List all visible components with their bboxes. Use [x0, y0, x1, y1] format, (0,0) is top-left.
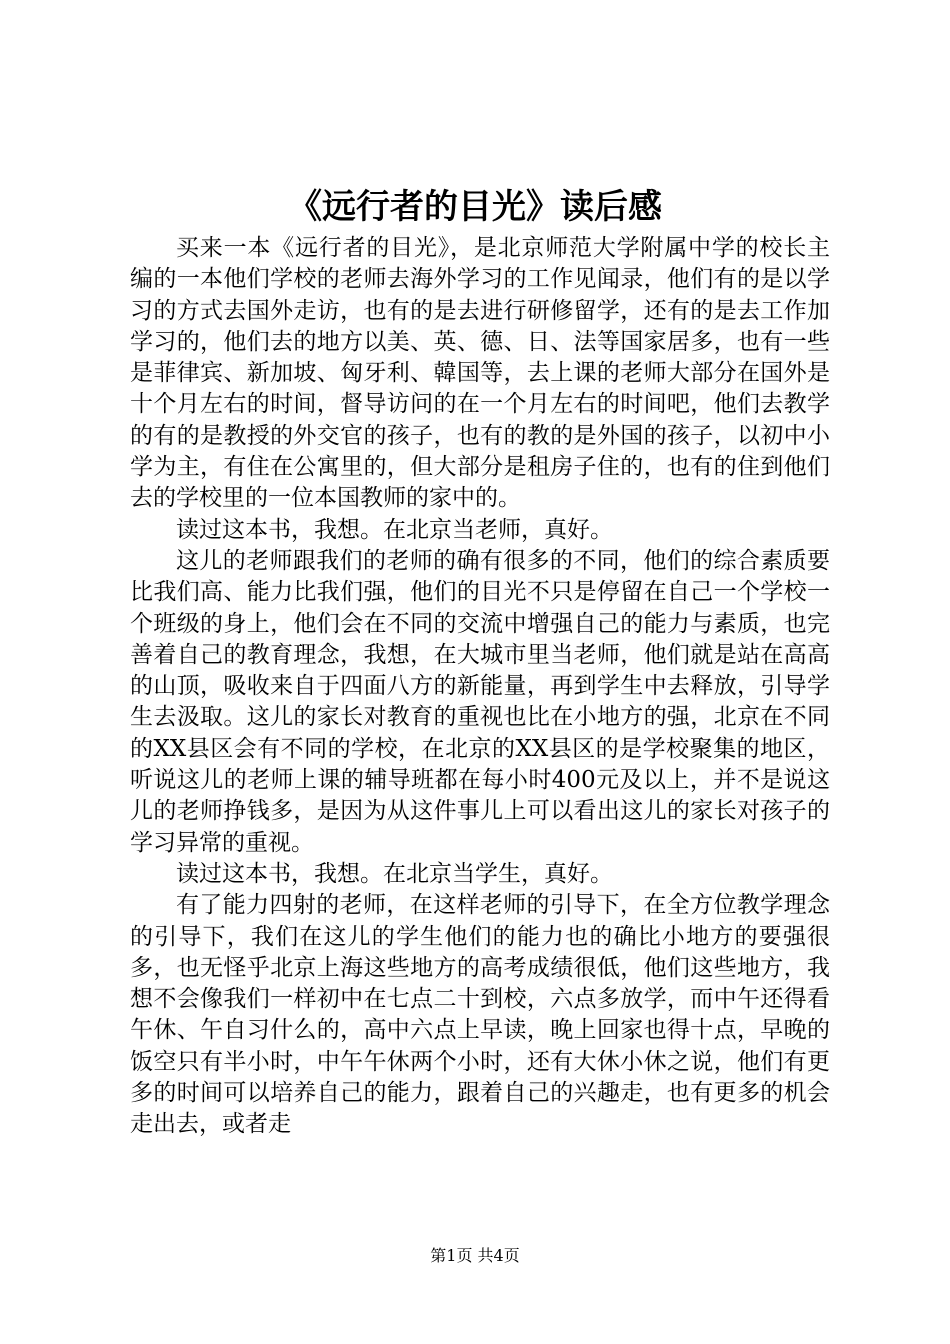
paragraph: 读过这本书，我想。在北京当老师，真好。	[176, 516, 613, 543]
page-footer: 第1页 共4页	[430, 1246, 520, 1265]
paragraph: 买来一本《远行者的目光》，是北京师范大学附属中学的校长主编的一本他们学校的老师去海外学习的工作见闻录，他们有的是以学习的方式去国外走访，也有的是去进行研修留学，还有的是去工作加学习的，他们去的地方以美、英、德、日、法等国家居多，也有一些是菲律宾、新加坡、匈牙利、韓国等，去上课的老师大部分在国外是十个月左右的时间，督导访问的在一个月左右的时间吧，他们去教学的有的是教授的外交官的孩子，也有的教的是外国的孩子，以初中小学为主，有住在公寓里的，但大部分是租房子住的，也有的住到他们去的学校里的一位本国教师的家中的。	[130, 235, 830, 512]
document-body	[130, 233, 830, 1141]
paragraph: 读过这本书，我想。在北京当学生，真好。	[176, 860, 613, 887]
document-title: 《远行者的目光》读后感	[288, 187, 662, 227]
paragraph: 这儿的老师跟我们的老师的确有很多的不同，他们的综合素质要比我们高、能力比我们强，他们的目光不只是停留在自己一个学校一个班级的身上，他们会在不同的交流中增强自己的能力与素质，也完善着自己的教育理念，我想，在大城市里当老师，他们就是站在高高的山顶，吸收来自于四面八方的新能量，再到学生中去释放，引导学生去汲取。这儿的家长对教育的重视也比在小地方的强，北京在不同的XX县区会有不同的学校，在北京的XX县区的是学校聚集的地区，听说这儿的老师上课的辅导班都在每小时400元及以上，并不是说这儿的老师挣钱多，是因为从这件事儿上可以看出这儿的家长对孩子的学习异常的重视。	[130, 547, 830, 856]
paragraph: 有了能力四射的老师，在这样老师的引导下，在全方位教学理念的引导下，我们在这儿的学生他们的能力也的确比小地方的要强很多，也无怪乎北京上海这些地方的高考成绩很低，他们这些地方，我想不会像我们一样初中在七点二十到校，六点多放学，而中午还得看午休、午自习什么的，高中六点上早读，晚上回家也得十点，早晚的饭空只有半小时，中午午休两个小时，还有大休小休之说，他们有更多的时间可以培养自己的能力，跟着自己的兴趣走，也有更多的机会走出去，或者走	[130, 892, 830, 1138]
